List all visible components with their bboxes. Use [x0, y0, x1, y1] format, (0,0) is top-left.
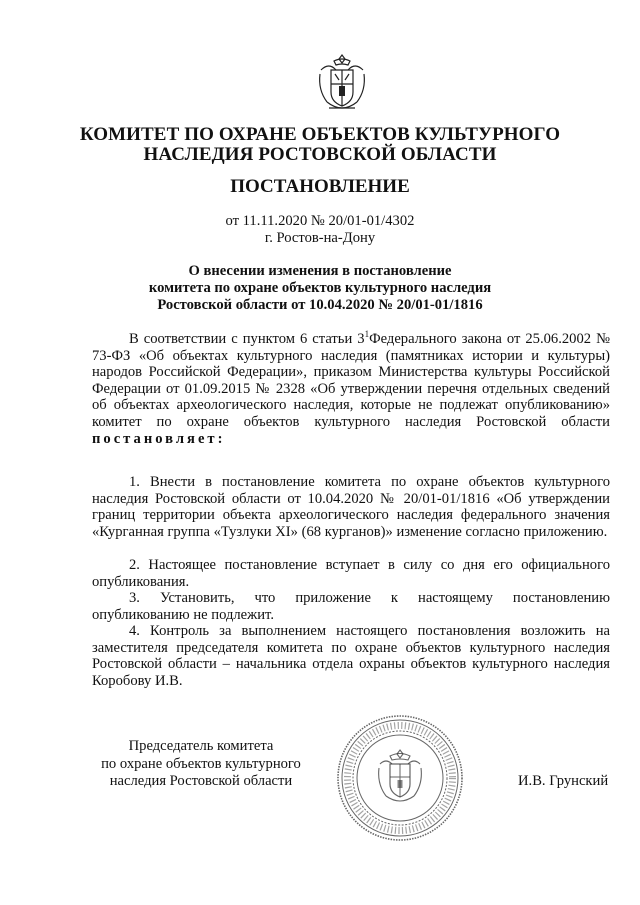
subject-line-2: комитета по охране объектов культурного наследия — [148, 280, 492, 296]
resolves-word: постановляет: — [92, 430, 226, 447]
signer-title-line-3: наследия Ростовской области — [109, 773, 293, 789]
article-superscript: 1 — [364, 329, 370, 340]
subject-line-3: Ростовской области от 10.04.2020 № 20/01-01/1816 — [157, 297, 483, 313]
organization-name-line-2: НАСЛЕДИЯ РОСТОВСКОЙ ОБЛАСТИ — [143, 144, 497, 165]
document-date-number: от 11.11.2020 № 20/01-01/4302 — [225, 213, 415, 229]
preamble-text-start: В соответствии с пунктом 6 статьи 3 — [129, 331, 365, 347]
preamble-text-end: Федерального закона от 25.06.2002 № 73-ФЗ «Об объектах культурного наследия (памятниках истории и культуры) народов Российской Федерации», приказом Министерства культуры Российской Федерации от 01.09.2015 № 2328 «Об утверждении перечня отдельных сведений об объектах археологического наследия, которые не подлежат опубликованию» комитет по охране объектов культурного наследия Ростовской области — [92, 331, 610, 430]
signer-title-line-1: Председатель комитета — [128, 738, 274, 754]
document-city: г. Ростов-на-Дону — [264, 230, 376, 246]
signer-name: И.В. Грунский — [518, 773, 609, 789]
coat-of-arms-icon — [317, 52, 367, 116]
signer-title-line-2: по охране объектов культурного — [101, 755, 301, 772]
subject-line-1: О внесении изменения в постановление — [188, 263, 452, 279]
document-type: ПОСТАНОВЛЕНИЕ — [230, 176, 410, 197]
resolution-item-1: 1. Внести в постановление комитета по охране объектов культурного наследия Ростовской области от 10.04.2020 № 20/01-01/1816 «Об утверждении границ территории объекта археологического наследия федерального значения «Курганная группа «Тузлуки XI» (68 курганов)» изменение согласно приложению. — [92, 474, 610, 540]
preamble-paragraph — [92, 331, 610, 447]
resolution-item-2: 2. Настоящее постановление вступает в силу со дня его официального опубликования. — [92, 557, 610, 590]
official-seal-icon — [336, 714, 464, 842]
signer-title — [96, 738, 306, 791]
resolution-item-4: 4. Контроль за выполнением настоящего постановления возложить на заместителя председателя комитета по охране объектов культурного наследия Ростовской области – начальника отдела охраны объектов культурного наследия Коробову И.В. — [92, 623, 610, 689]
resolution-item-3: 3. Установить, что приложение к настоящему постановлению опубликованию не подлежит. — [92, 590, 610, 623]
organization-name-line-1: КОМИТЕТ ПО ОХРАНЕ ОБЪЕКТОВ КУЛЬТУРНОГО — [79, 124, 561, 145]
